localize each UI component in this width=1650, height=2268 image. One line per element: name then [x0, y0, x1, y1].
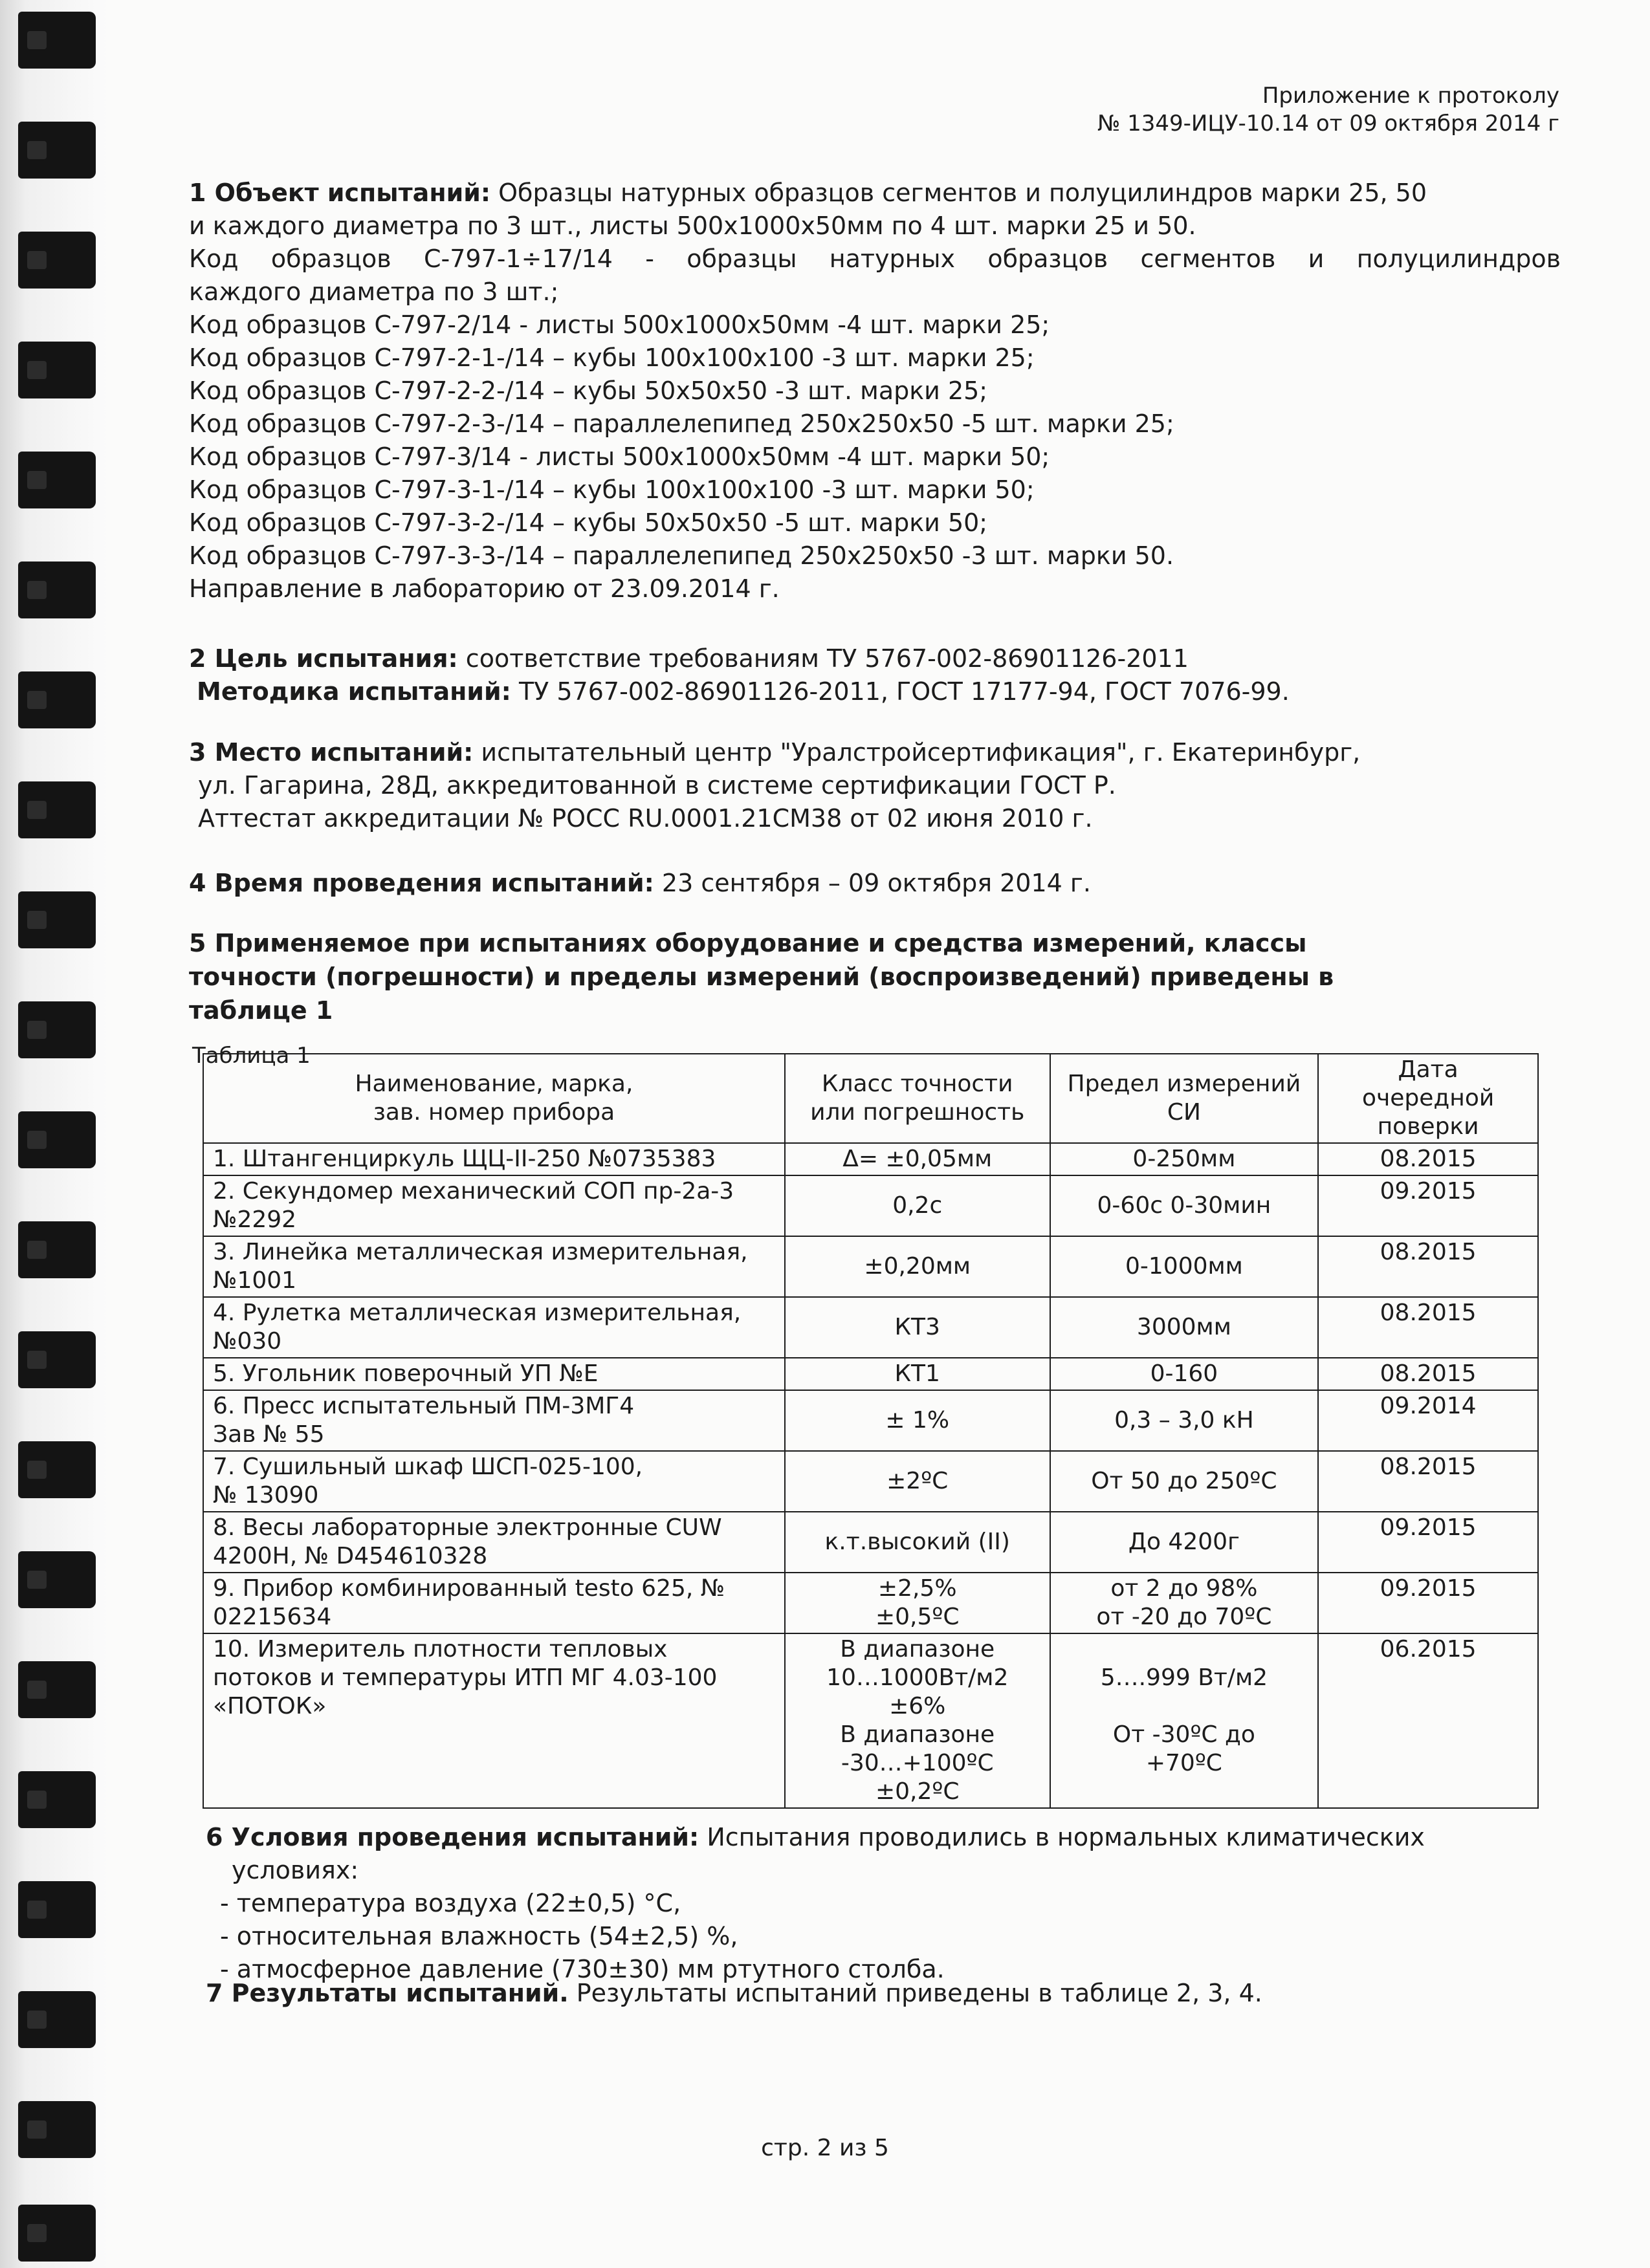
- section-1-text: Образцы натурных образцов сегментов и полуцилиндров марки 25, 50: [498, 179, 1427, 207]
- cell-range: 0-250мм: [1050, 1143, 1319, 1175]
- section-1-line2: и каждого диаметра по 3 шт., листы 500x1000x50мм по 4 шт. марки 25 и 50.: [189, 212, 1196, 240]
- section-3-text: испытательный центр "Уралстройсертификация", г. Екатеринбург,: [481, 738, 1361, 767]
- cell-range: 0-1000мм: [1050, 1236, 1319, 1297]
- cell-accuracy: КТ1: [785, 1358, 1050, 1390]
- cell-range: 0-160: [1050, 1358, 1319, 1390]
- cell-date: 08.2015: [1318, 1297, 1538, 1358]
- section-7-title: 7 Результаты испытаний.: [206, 1979, 569, 2007]
- cell-date: 08.2015: [1318, 1143, 1538, 1175]
- binding-ring: [18, 122, 96, 179]
- sample-code-line: Код образцов С-797-3/14 - листы 500x1000x50мм -4 шт. марки 50;: [189, 442, 1050, 471]
- cell-accuracy: к.т.высокий (II): [785, 1512, 1050, 1573]
- cell-range: От 50 до 250ºС: [1050, 1451, 1319, 1512]
- cell-date: 08.2015: [1318, 1236, 1538, 1297]
- lab-direction: Направление в лабораторию от 23.09.2014 г.: [189, 574, 780, 603]
- section-5-equipment: [189, 926, 1561, 1027]
- binding-ring: [18, 12, 96, 69]
- binding-ring: [18, 891, 96, 948]
- binding-ring: [18, 1111, 96, 1168]
- sample-code-line: Код образцов С-797-3-1-/14 – кубы 100x100x100 -3 шт. марки 50;: [189, 475, 1035, 504]
- section-4-time: [189, 867, 1561, 900]
- binding-ring: [18, 1991, 96, 2048]
- cell-instrument-name: 5. Угольник поверочный УП №Е: [203, 1358, 785, 1390]
- table-row: [203, 1175, 1538, 1236]
- cell-instrument-name: 3. Линейка металлическая измерительная, №1001: [203, 1236, 785, 1297]
- cell-instrument-name: 7. Сушильный шкаф ШСП-025-100, № 13090: [203, 1451, 785, 1512]
- table-row: [203, 1236, 1538, 1297]
- sample-code-line: Код образцов С-797-2-2-/14 – кубы 50x50x50 -3 шт. марки 25;: [189, 376, 988, 405]
- section-5-line2: точности (погрешности) и пределы измерений (воспроизведений) приведены в: [189, 963, 1334, 991]
- section-2-purpose: [189, 642, 1561, 708]
- cell-range: 0-60с 0-30мин: [1050, 1175, 1319, 1236]
- appendix-title: Приложение к протоколу: [1262, 83, 1559, 109]
- col-header-range: Предел измерений СИ: [1050, 1054, 1319, 1143]
- cell-accuracy: ± 1%: [785, 1390, 1050, 1451]
- cell-date: 08.2015: [1318, 1358, 1538, 1390]
- cell-accuracy: ±2ºС: [785, 1451, 1050, 1512]
- cell-range: 3000мм: [1050, 1297, 1319, 1358]
- cell-date: 09.2015: [1318, 1512, 1538, 1573]
- binding-ring: [18, 1221, 96, 1278]
- col-header-accuracy: Класс точности или погрешность: [785, 1054, 1050, 1143]
- table-header-row: [203, 1054, 1538, 1143]
- binding-ring: [18, 1771, 96, 1828]
- cell-accuracy: 0,2с: [785, 1175, 1050, 1236]
- sample-code-line: Код образцов С-797-2/14 - листы 500x1000x50мм -4 шт. марки 25;: [189, 311, 1050, 339]
- section-3-line3: Аттестат аккредитации № РОСС RU.0001.21СМ38 от 02 июня 2010 г.: [198, 804, 1093, 833]
- binding-ring: [18, 1881, 96, 1938]
- binding-ring: [18, 1551, 96, 1608]
- table-row: [203, 1390, 1538, 1451]
- cell-instrument-name: 9. Прибор комбинированный testo 625, № 02215634: [203, 1573, 785, 1633]
- table-row: [203, 1143, 1538, 1175]
- cell-instrument-name: 4. Рулетка металлическая измерительная, №030: [203, 1297, 785, 1358]
- page-number: стр. 2 из 5: [761, 2135, 889, 2161]
- binding-ring: [18, 1331, 96, 1388]
- section-5-line3: таблице 1: [189, 996, 333, 1025]
- cell-range: от 2 до 98% от -20 до 70ºС: [1050, 1573, 1319, 1633]
- cell-accuracy: КТ3: [785, 1297, 1050, 1358]
- cell-range: 5….999 Вт/м2 От -30ºС до +70ºС: [1050, 1633, 1319, 1808]
- cell-instrument-name: 2. Секундомер механический СОП пр-2а-3 №2292: [203, 1175, 785, 1236]
- equipment-table: [203, 1053, 1539, 1809]
- binding-ring: [18, 1661, 96, 1718]
- binding-ring: [18, 1001, 96, 1058]
- cell-instrument-name: 6. Пресс испытательный ПМ-3МГ4 Зав № 55: [203, 1390, 785, 1451]
- cell-instrument-name: 8. Весы лабораторные электронные CUW 4200H, № D454610328: [203, 1512, 785, 1573]
- binding-ring: [18, 1441, 96, 1498]
- table-row: [203, 1297, 1538, 1358]
- sample-code-line: Код образцов С-797-3-2-/14 – кубы 50x50x50 -5 шт. марки 50;: [189, 508, 988, 537]
- table-row: [203, 1633, 1538, 1808]
- section-4-text: 23 сентября – 09 октября 2014 г.: [661, 869, 1091, 897]
- cell-date: 09.2015: [1318, 1573, 1538, 1633]
- cell-date: 08.2015: [1318, 1451, 1538, 1512]
- section-5-line1: 5 Применяемое при испытаниях оборудование и средства измерений, классы: [189, 929, 1307, 957]
- section-3-title: 3 Место испытаний:: [189, 738, 474, 767]
- binding-ring: [18, 232, 96, 289]
- section-3-place: [189, 736, 1561, 835]
- table-row: [203, 1573, 1538, 1633]
- binding-ring: [18, 671, 96, 728]
- sample-code-line: Код образцов С-797-2-1-/14 – кубы 100x100x100 -3 шт. марки 25;: [189, 343, 1035, 372]
- cell-date: 06.2015: [1318, 1633, 1538, 1808]
- table-row: [203, 1358, 1538, 1390]
- col-header-date: Дата очередной поверки: [1318, 1054, 1538, 1143]
- section-2-title: 2 Цель испытания:: [189, 644, 458, 673]
- col-header-name: Наименование, марка, зав. номер прибора: [203, 1054, 785, 1143]
- cell-instrument-name: 1. Штангенциркуль ЩЦ-II-250 №0735383: [203, 1143, 785, 1175]
- cell-range: До 4200г: [1050, 1512, 1319, 1573]
- section-1-object: [189, 177, 1561, 605]
- section-6-title: 6 Условия проведения испытаний:: [206, 1823, 699, 1851]
- cell-instrument-name: 10. Измеритель плотности тепловых потоков и температуры ИТП МГ 4.03-100 «ПОТОК»: [203, 1633, 785, 1808]
- section-6-conditions: [206, 1821, 1539, 1986]
- protocol-number: № 1349-ИЦУ-10.14 от 09 октября 2014 г: [1097, 111, 1559, 136]
- section-3-line2: ул. Гагарина, 28Д, аккредитованной в системе сертификации ГОСТ Р.: [198, 771, 1116, 800]
- section-1-line3: Код образцов С-797-1÷17/14 - образцы натурных образцов сегментов и полуцилиндров: [189, 245, 1561, 273]
- condition-item: - относительная влажность (54±2,5) %,: [220, 1922, 738, 1950]
- section-7-text: Результаты испытаний приведены в таблице 2, 3, 4.: [576, 1979, 1262, 2007]
- section-7-results: [206, 1977, 1539, 2010]
- table-caption: Таблица 1: [192, 1043, 311, 1069]
- cell-accuracy: ±2,5% ±0,5ºС: [785, 1573, 1050, 1633]
- cell-range: 0,3 – 3,0 кН: [1050, 1390, 1319, 1451]
- section-2-text: соответствие требованиям ТУ 5767-002-86901126-2011: [465, 644, 1189, 673]
- binding-ring: [18, 452, 96, 508]
- binding-ring: [18, 342, 96, 398]
- binding-ring: [18, 562, 96, 618]
- cell-accuracy: В диапазоне 10…1000Вт/м2 ±6% В диапазоне -30…+100ºС ±0,2ºС: [785, 1633, 1050, 1808]
- sample-code-line: Код образцов С-797-3-3-/14 – параллелепипед 250x250x50 -3 шт. марки 50.: [189, 541, 1174, 570]
- section-1-title: 1 Объект испытаний:: [189, 179, 491, 207]
- binding-ring: [18, 781, 96, 838]
- spiral-binding: [0, 0, 110, 2268]
- section-6-text: Испытания проводились в нормальных климатических: [707, 1823, 1425, 1851]
- cell-date: 09.2014: [1318, 1390, 1538, 1451]
- cell-date: 09.2015: [1318, 1175, 1538, 1236]
- table-row: [203, 1512, 1538, 1573]
- condition-item: - температура воздуха (22±0,5) °С,: [220, 1889, 681, 1917]
- method-text: ТУ 5767-002-86901126-2011, ГОСТ 17177-94, ГОСТ 7076-99.: [518, 677, 1290, 706]
- section-6-line2: условиях:: [232, 1856, 359, 1884]
- cell-accuracy: Δ= ±0,05мм: [785, 1143, 1050, 1175]
- method-title: Методика испытаний:: [197, 677, 511, 706]
- table-row: [203, 1451, 1538, 1512]
- condition-item: - атмосферное давление (730±30) мм ртутного столба.: [220, 1955, 945, 1983]
- binding-ring: [18, 2205, 96, 2262]
- section-4-title: 4 Время проведения испытаний:: [189, 869, 654, 897]
- section-1-line4: каждого диаметра по 3 шт.;: [189, 278, 559, 306]
- sample-code-line: Код образцов С-797-2-3-/14 – параллелепипед 250x250x50 -5 шт. марки 25;: [189, 409, 1174, 438]
- cell-accuracy: ±0,20мм: [785, 1236, 1050, 1297]
